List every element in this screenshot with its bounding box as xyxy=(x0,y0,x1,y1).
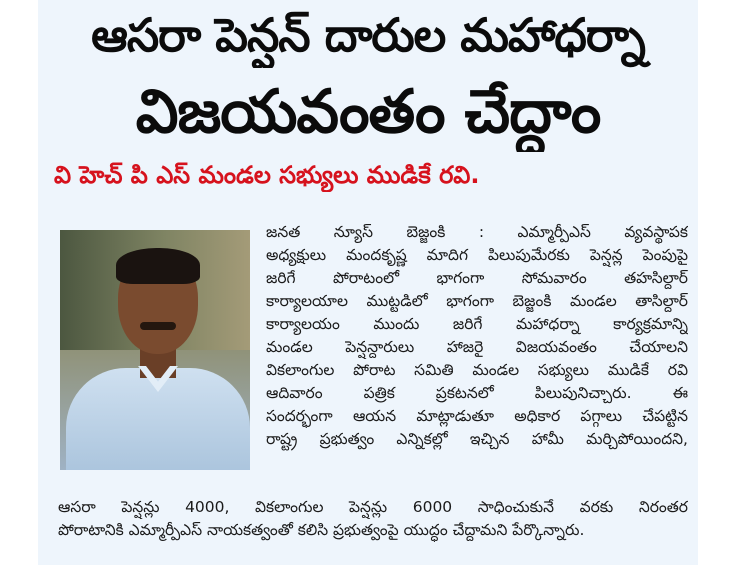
body-line: కార్యాలయాల ముట్టడిలో భాగంగా బెజ్జంకి మండల తాసిల్దార్ xyxy=(266,292,688,310)
photo-mustache xyxy=(140,322,176,330)
body-line: సందర్భంగా ఆయన మాట్లాడుతూ అధికార పగ్గాలు చేపట్టిన xyxy=(266,407,688,425)
body-line: మండల పెన్షన్దారులు హాజరై విజయవంతం చేయాలని xyxy=(266,338,688,356)
body-line: ఆసరా పెన్షన్లు 4000, వికలాంగుల పెన్షన్లు 6000 సాధించుకునే వరకు నిరంతర xyxy=(58,498,688,516)
article-body-full-width xyxy=(58,496,688,542)
news-article xyxy=(38,0,698,565)
photo-hair xyxy=(116,248,200,284)
portrait-photo xyxy=(60,230,250,470)
body-line: జనత న్యూస్ బెజ్జంకి : ఎమ్మార్పీఎస్ వ్యవస్థాపక xyxy=(266,223,688,241)
body-line: ఆదివారం పత్రిక ప్రకటనలో పిలుపునిచ్చారు. ఈ xyxy=(266,384,688,402)
body-line: అధ్యక్షులు మందకృష్ణ మాదిగ పిలుపుమేరకు పెన్షన్ల పెంపుపై xyxy=(266,246,688,264)
body-line: జరిగే పోరాటంలో భాగంగా సోమవారం తహసిల్దార్ xyxy=(266,269,688,287)
headline-line-2: విజయవంతం చేద్దాం xyxy=(135,77,601,147)
body-line: పోరాటానికి ఎమ్మార్పీఎస్ నాయకత్వంతో కలిసి ప్రభుత్వంపై యుద్ధం చేద్దామని పేర్కొన్నారు. xyxy=(58,521,585,539)
body-line: కార్యాలయం ముందు జరిగే మహాధర్నా కార్యక్రమాన్ని xyxy=(266,315,688,333)
article-body-column xyxy=(266,221,688,451)
body-line: రాష్ట్ర ప్రభుత్వం ఎన్నికల్లో ఇచ్చిన హామీ మర్చిపోయిందని, xyxy=(266,430,688,448)
subheadline: వి హెచ్ పి ఎస్ మండల సభ్యులు ముడికే రవి. xyxy=(54,161,480,189)
body-line: వికలాంగుల పోరాట సమితి మండల సభ్యులు ముడికే రవి xyxy=(266,361,688,379)
headline-line-1: ఆసరా పెన్షన్ దారుల మహాధర్నా xyxy=(91,8,645,62)
